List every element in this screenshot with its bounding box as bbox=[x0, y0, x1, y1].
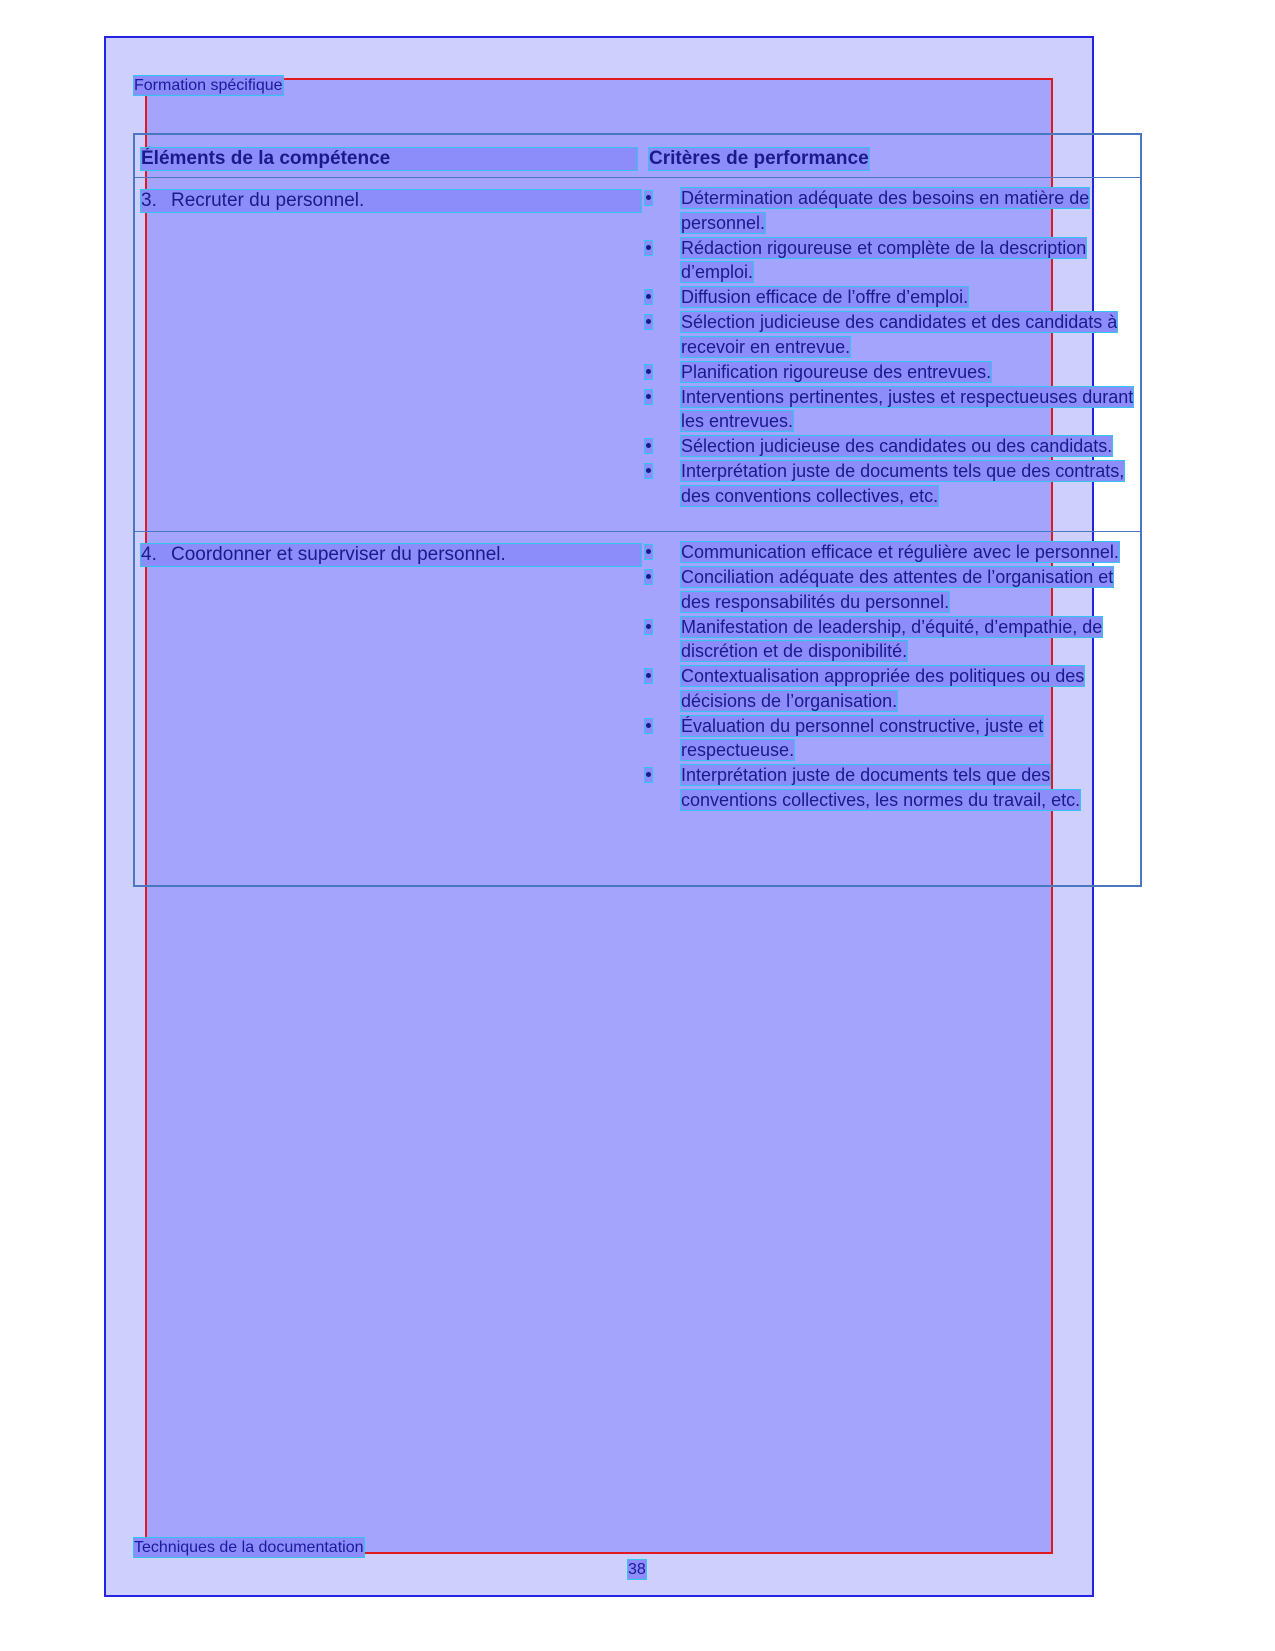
bullet-icon bbox=[645, 439, 652, 453]
element-number: 3. bbox=[141, 190, 157, 211]
table-row-element-3 bbox=[141, 190, 641, 212]
criteria-list-row-3 bbox=[645, 186, 1137, 509]
element-label: Coordonner et superviser du personnel. bbox=[171, 544, 506, 565]
bullet-icon bbox=[645, 365, 652, 379]
header-separator bbox=[135, 177, 1140, 178]
list-item: Sélection judicieuse des candidates ou des candidats. bbox=[645, 434, 1137, 459]
list-item: Détermination adéquate des besoins en matière de personnel. bbox=[645, 186, 1137, 235]
bullet-icon bbox=[645, 290, 652, 304]
list-item: Communication efficace et régulière avec le personnel. bbox=[645, 540, 1137, 565]
list-item: Évaluation du personnel constructive, juste et respectueuse. bbox=[645, 714, 1137, 763]
list-item: Interprétation juste de documents tels que des conventions collectives, les normes du travail, etc. bbox=[645, 763, 1137, 812]
bullet-icon bbox=[645, 464, 652, 478]
bullet-icon bbox=[645, 191, 652, 205]
running-header: Formation spécifique bbox=[134, 77, 283, 94]
list-item: Interprétation juste de documents tels que des contrats, des conventions collectives, etc. bbox=[645, 459, 1137, 508]
bullet-icon bbox=[645, 315, 652, 329]
column-heading-criteria: Critères de performance bbox=[649, 148, 869, 169]
bullet-icon bbox=[645, 241, 652, 255]
bullet-icon bbox=[645, 669, 652, 683]
list-item: Sélection judicieuse des candidates et des candidats à recevoir en entrevue. bbox=[645, 310, 1137, 359]
row-separator bbox=[135, 531, 1140, 532]
list-item: Manifestation de leadership, d’équité, d’empathie, de discrétion et de disponibilité. bbox=[645, 615, 1137, 664]
column-heading-elements: Éléments de la compétence bbox=[141, 148, 637, 170]
bullet-icon bbox=[645, 719, 652, 733]
list-item: Conciliation adéquate des attentes de l’organisation et des responsabilités du personnel. bbox=[645, 565, 1137, 614]
criteria-list-row-4 bbox=[645, 540, 1137, 813]
competence-table bbox=[133, 133, 1142, 887]
list-item: Planification rigoureuse des entrevues. bbox=[645, 360, 1137, 385]
bullet-icon bbox=[645, 620, 652, 634]
bullet-icon bbox=[645, 390, 652, 404]
page-number: 38 bbox=[628, 1561, 646, 1578]
element-number: 4. bbox=[141, 544, 157, 565]
bullet-icon bbox=[645, 768, 652, 782]
list-item: Diffusion efficace de l’offre d’emploi. bbox=[645, 285, 1137, 310]
table-row-element-4 bbox=[141, 544, 641, 566]
running-footer: Techniques de la documentation bbox=[134, 1539, 364, 1556]
bullet-icon bbox=[645, 570, 652, 584]
element-label: Recruter du personnel. bbox=[171, 190, 365, 211]
bullet-icon bbox=[645, 545, 652, 559]
list-item: Rédaction rigoureuse et complète de la description d’emploi. bbox=[645, 236, 1137, 285]
list-item: Interventions pertinentes, justes et respectueuses durant les entrevues. bbox=[645, 385, 1137, 434]
list-item: Contextualisation appropriée des politiques ou des décisions de l’organisation. bbox=[645, 664, 1137, 713]
